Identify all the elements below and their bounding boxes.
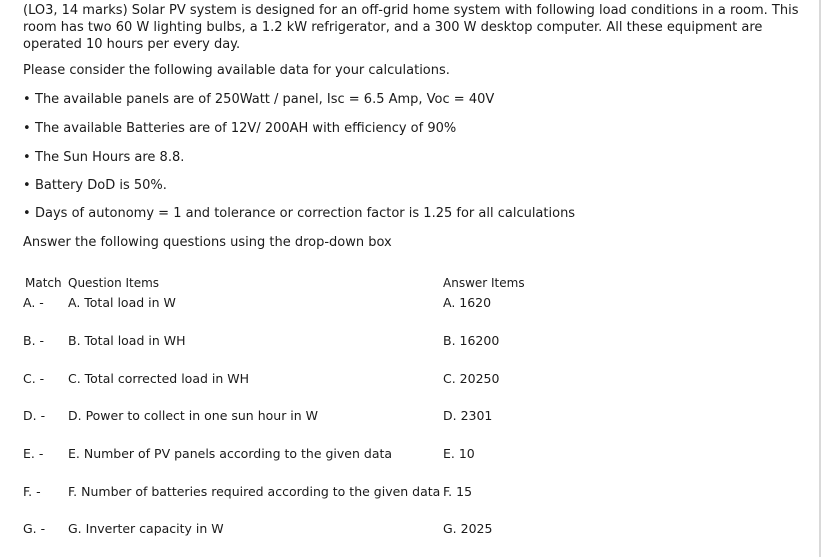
bullet-item <box>23 206 575 221</box>
bullet-text: The available Batteries are of 12V/ 200AH with efficiency of 90% <box>35 121 457 136</box>
answer-header: Answer Items <box>443 276 525 290</box>
bullet-text: Battery DoD is 50%. <box>35 178 167 193</box>
question-item-f: F. Number of batteries required according to the given data <box>68 484 441 499</box>
consider-text: Please consider the following available data for your calculations. <box>23 63 450 78</box>
answer-item-d: D. 2301 <box>443 408 493 423</box>
bullet-icon: • <box>23 121 31 136</box>
answer-item-g: G. 2025 <box>443 521 493 536</box>
bullet-item <box>23 178 167 193</box>
question-item-g: G. Inverter capacity in W <box>68 521 224 536</box>
bullet-item <box>23 150 184 165</box>
bullet-item <box>23 121 456 136</box>
bullet-text: Days of autonomy = 1 and tolerance or correction factor is 1.25 for all calculations <box>35 206 576 221</box>
answer-item-a: A. 1620 <box>443 295 492 310</box>
answer-item-f: F. 15 <box>443 484 473 499</box>
bullet-text: The available panels are of 250Watt / panel, Isc = 6.5 Amp, Voc = 40V <box>35 92 495 107</box>
answer-item-c: C. 20250 <box>443 371 500 386</box>
question-item-e: E. Number of PV panels according to the given data <box>68 446 393 461</box>
bullet-text: The Sun Hours are 8.8. <box>35 150 185 165</box>
bullet-icon: • <box>23 150 31 165</box>
answer-instructions: Answer the following questions using the drop-down box <box>23 235 392 250</box>
bullet-icon: • <box>23 92 31 107</box>
match-dropdown-a[interactable]: A. - <box>23 295 44 310</box>
question-item-d: D. Power to collect in one sun hour in W <box>68 408 319 423</box>
match-dropdown-c[interactable]: C. - <box>23 371 45 386</box>
question-header: Question Items <box>68 276 160 290</box>
bullet-icon: • <box>23 178 31 193</box>
match-dropdown-e[interactable]: E. - <box>23 446 44 461</box>
answer-item-e: E. 10 <box>443 446 475 461</box>
question-intro: (LO3, 14 marks) Solar PV system is designed for an off-grid home system with following load conditions in a room. This room has two 60 W lighting bulbs, a 1.2 kW refrigerator, and a 300 W desktop computer. All these equipment are operated 10 hours per every day. <box>23 3 799 52</box>
match-dropdown-f[interactable]: F. - <box>23 484 41 499</box>
match-dropdown-d[interactable]: D. - <box>23 408 46 423</box>
match-dropdown-g[interactable]: G. - <box>23 521 46 536</box>
answer-item-b: B. 16200 <box>443 333 500 348</box>
match-dropdown-b[interactable]: B. - <box>23 333 45 348</box>
question-item-c: C. Total corrected load in WH <box>68 371 250 386</box>
question-item-b: B. Total load in WH <box>68 333 186 348</box>
bullet-item <box>23 92 494 107</box>
bullet-icon: • <box>23 206 31 221</box>
question-item-a: A. Total load in W <box>68 295 176 310</box>
match-header: Match <box>25 276 62 290</box>
